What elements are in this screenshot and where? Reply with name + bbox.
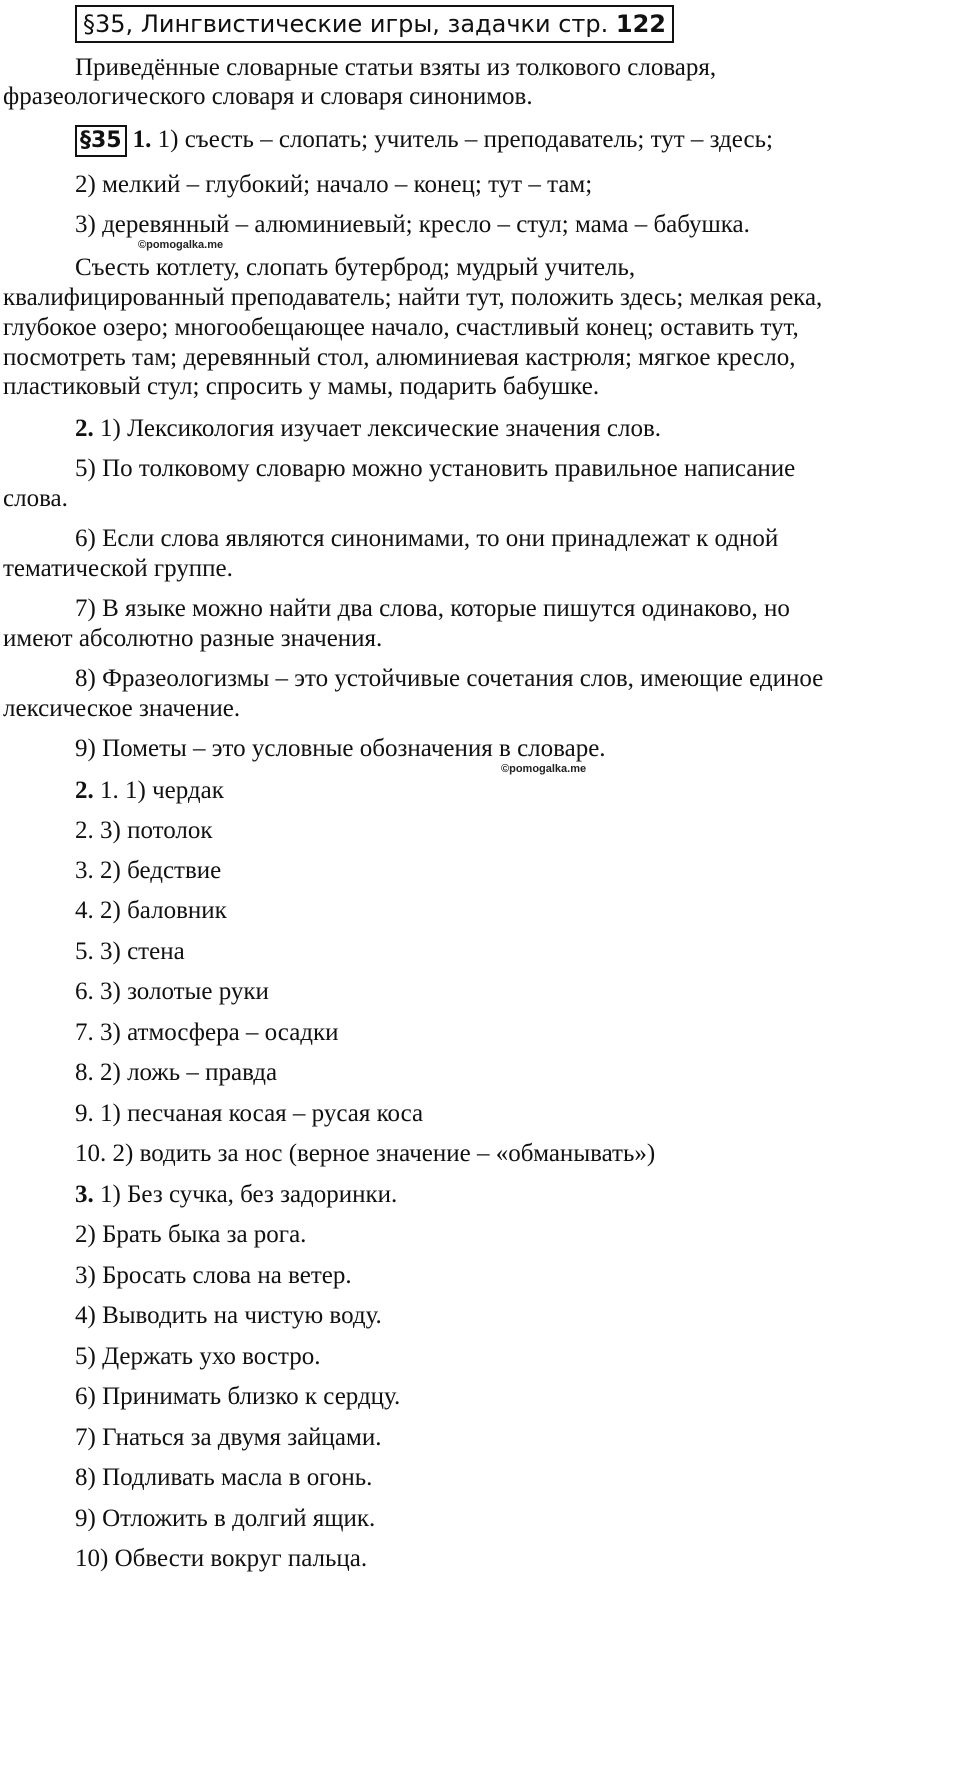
exercise-2-item-6: 6) Если слова являются синонимами, то они принадлежат к одной (75, 525, 779, 552)
exercise-2b-item-10: 10. 2) водить за нос (верное значение – «обманывать») (75, 1140, 656, 1167)
section-page: 122 (615, 10, 667, 38)
section-title: Лингвистические игры, задачки стр. (140, 10, 609, 38)
exercise-3-item-7: 7) Гнаться за двумя зайцами. (75, 1424, 382, 1451)
exercise-2-item-7-cont: имеют абсолютно разные значения. (3, 625, 383, 652)
watermark-1: ©pomogalka.me (138, 239, 224, 251)
intro-line-2: фразеологического словаря и словаря синонимов. (3, 83, 533, 110)
exercise-2-text-1: 1) Лексикология изучает лексические значения слов. (100, 415, 662, 442)
exercise-3-number: 3. (75, 1181, 94, 1208)
exercise-3-item-4: 4) Выводить на чистую воду. (75, 1302, 382, 1329)
watermark-2: ©pomogalka.me (501, 763, 587, 775)
exercise-1-line-3: 3) деревянный – алюминиевый; кресло – стул; мама – бабушка. (75, 211, 750, 238)
exercise-2b-item-4: 4. 2) баловник (75, 897, 227, 924)
exercise-3-item-6: 6) Принимать близко к сердцу. (75, 1383, 401, 1410)
exercise-2-line-1 (75, 414, 661, 444)
exercise-3-item-10: 10) Обвести вокруг пальца. (75, 1545, 368, 1572)
exercise-2-item-7: 7) В языке можно найти два слова, которые пишутся одинаково, но (75, 595, 790, 622)
exercise-1-line-1 (75, 125, 773, 157)
exercise-2b-item-3: 3. 2) бедствие (75, 857, 222, 884)
exercise-3-item-3: 3) Бросать слова на ветер. (75, 1262, 352, 1289)
exercise-1-number: 1. (132, 126, 152, 153)
exercise-3-item-2: 2) Брать быка за рога. (75, 1221, 307, 1248)
exercise-1-line-2: 2) мелкий – глубокий; начало – конец; тут – там; (75, 171, 593, 198)
exercise-2b-text-1: 1. 1) чердак (100, 777, 224, 804)
section-number: §35, (83, 10, 134, 38)
exercise-2-item-6-cont: тематической группе. (3, 555, 233, 582)
exercise-2b-item-7: 7. 3) атмосфера – осадки (75, 1019, 339, 1046)
exercise-2-item-5: 5) По толковому словарю можно установить правильное написание (75, 455, 796, 482)
intro-line-1: Приведённые словарные статьи взяты из толкового словаря, (75, 54, 717, 81)
exercise-2-number: 2. (75, 415, 94, 442)
exercise-1-text-1: 1) съесть – слопать; учитель – преподаватель; тут – здесь; (157, 126, 773, 153)
exercise-1-paragraph-3: глубокое озеро; многообещающее начало, счастливый конец; оставить тут, (3, 314, 799, 341)
exercise-1-paragraph-4: посмотреть там; деревянный стол, алюминиевая кастрюля; мягкое кресло, (3, 344, 796, 371)
exercise-2b-item-8: 8. 2) ложь – правда (75, 1059, 278, 1086)
exercise-2b-item-6: 6. 3) золотые руки (75, 978, 269, 1005)
exercise-3-item-5: 5) Держать ухо востро. (75, 1343, 321, 1370)
exercise-2b-item-1 (75, 776, 224, 806)
exercise-2-item-9: 9) Пометы – это условные обозначения в словаре. (75, 735, 606, 762)
exercise-1-paragraph-2: квалифицированный преподаватель; найти тут, положить здесь; мелкая река, (3, 284, 823, 311)
exercise-3-text-1: 1) Без сучка, без задоринки. (100, 1181, 398, 1208)
exercise-3-item-8: 8) Подливать масла в огонь. (75, 1464, 373, 1491)
exercise-1-paragraph-5: пластиковый стул; спросить у мамы, подарить бабушке. (3, 373, 600, 400)
exercise-2b-item-2: 2. 3) потолок (75, 817, 213, 844)
exercise-badge: §35 (75, 125, 127, 157)
exercise-1-paragraph-1: Съесть котлету, слопать бутерброд; мудрый учитель, (75, 254, 636, 281)
exercise-2-item-5-cont: слова. (3, 485, 68, 512)
exercise-2b-item-5: 5. 3) стена (75, 938, 185, 965)
exercise-3-item-1 (75, 1180, 397, 1210)
section-header (75, 5, 674, 43)
exercise-3-item-9: 9) Отложить в долгий ящик. (75, 1505, 376, 1532)
exercise-2b-number: 2. (75, 777, 94, 804)
exercise-2b-item-9: 9. 1) песчаная косая – русая коса (75, 1100, 424, 1127)
exercise-2-item-8-cont: лексическое значение. (3, 695, 241, 722)
exercise-2-item-8: 8) Фразеологизмы – это устойчивые сочетания слов, имеющие единое (75, 665, 824, 692)
